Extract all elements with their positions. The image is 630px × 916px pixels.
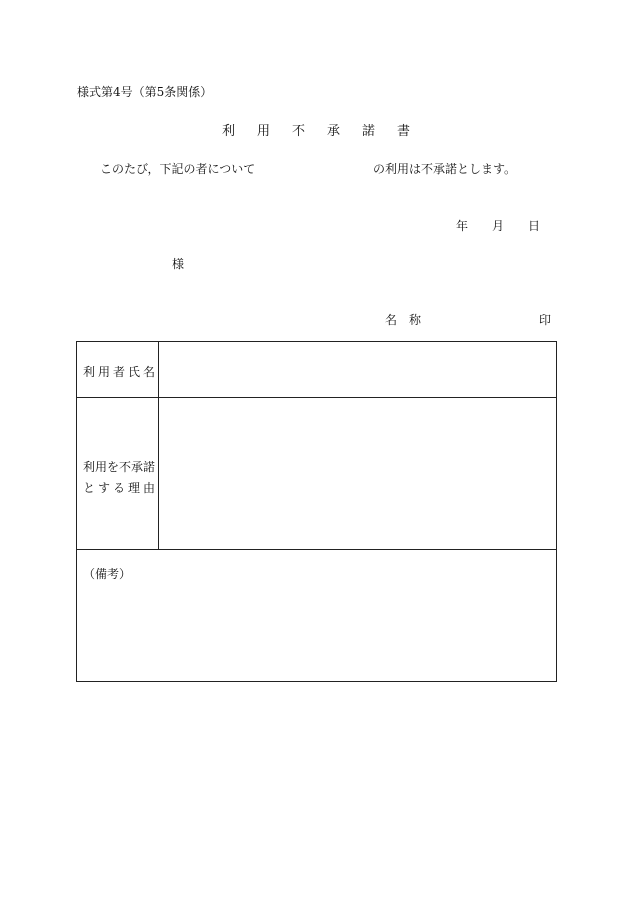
user-name-field[interactable] bbox=[159, 342, 556, 397]
form-number: 様式第4号（第5条関係） bbox=[77, 85, 213, 99]
reason-field[interactable] bbox=[159, 398, 556, 549]
remarks-label: （備考） bbox=[83, 567, 132, 581]
reason-label-cell bbox=[77, 398, 159, 549]
addressee-suffix: 様 bbox=[172, 257, 185, 271]
user-name-label-cell bbox=[77, 342, 159, 397]
date-day-label: 日 bbox=[528, 219, 541, 233]
reason-label-line1: 利用を不承諾 bbox=[83, 460, 156, 474]
remarks-row[interactable] bbox=[77, 550, 556, 681]
reason-label-line2: とする理由 bbox=[83, 481, 159, 495]
user-name-label: 利用者氏名 bbox=[83, 365, 159, 379]
date-month-label: 月 bbox=[492, 219, 505, 233]
body-text-before: このたび，下記の者について bbox=[100, 162, 256, 176]
user-name-row bbox=[77, 342, 556, 398]
reason-row bbox=[77, 398, 556, 550]
body-text-after: の利用は不承諾とします。 bbox=[373, 162, 517, 176]
name-label: 名称 bbox=[385, 313, 434, 327]
date-year-label: 年 bbox=[456, 219, 469, 233]
seal-label: 印 bbox=[539, 313, 552, 327]
page-title: 利用不承諾書 bbox=[222, 124, 433, 139]
form-table bbox=[76, 341, 557, 682]
